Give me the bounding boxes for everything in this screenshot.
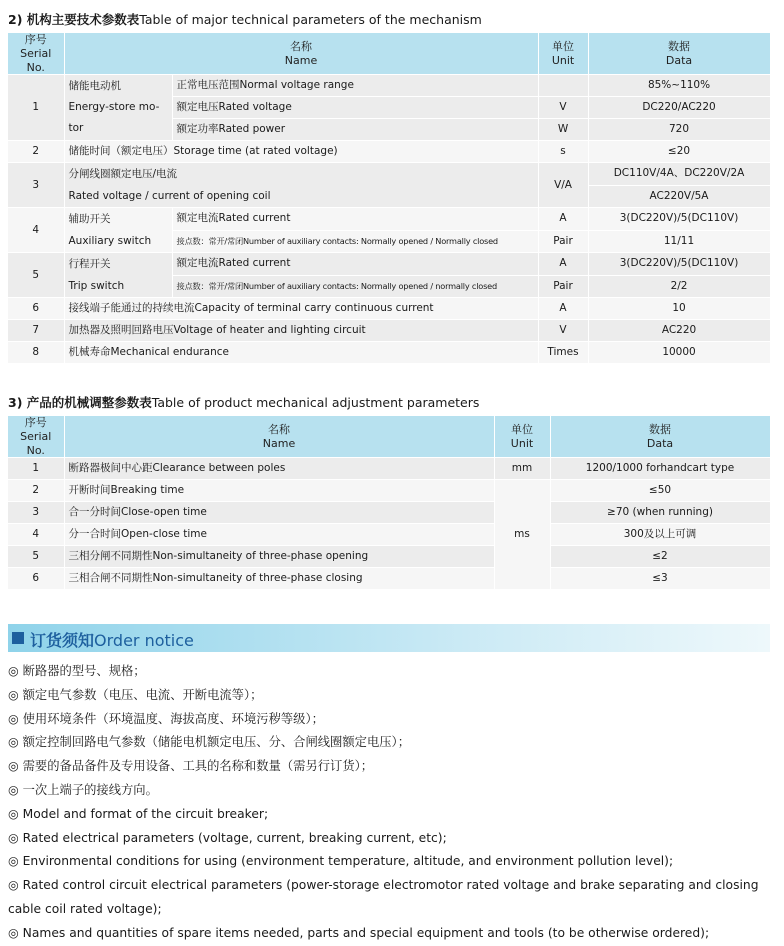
data-cell: 10	[588, 298, 770, 320]
list-item: ◎ 一次上端子的接线方向。	[8, 782, 158, 797]
order-notice-list	[8, 660, 778, 946]
table-row	[8, 480, 770, 502]
unit-cell: A	[538, 208, 588, 231]
header-serial: 序号 Serial No.	[8, 33, 64, 75]
unit-cell	[538, 75, 588, 97]
sub-name-cell: 额定功率Rated power	[172, 119, 538, 141]
name-cell: 三相合闸不同期性Non-simultaneity of three-phase closing	[64, 568, 494, 590]
serial-cell: 4	[8, 208, 64, 253]
name-cell: 分闸线圈额定电压/电流 Rated voltage / current of opening coil	[64, 163, 538, 208]
table-row	[8, 75, 770, 97]
table-row	[8, 320, 770, 342]
unit-cell: Times	[538, 342, 588, 364]
data-cell: 2/2	[588, 275, 770, 298]
item-cell: 行程开关 Trip switch	[64, 253, 172, 298]
serial-cell: 1	[8, 458, 64, 480]
table-row	[8, 141, 770, 163]
sub-name-cell: 额定电流Rated current	[172, 253, 538, 276]
table-row	[8, 208, 770, 231]
header-unit: 单位 Unit	[538, 33, 588, 75]
serial-cell: 5	[8, 546, 64, 568]
serial-cell: 7	[8, 320, 64, 342]
unit-cell: V/A	[538, 163, 588, 208]
table-row	[8, 253, 770, 276]
list-item: ◎ Names and quantities of spare items needed, parts and special equipment and tools (to be otherwise ordered);	[8, 925, 710, 940]
sub-name-cell: 额定电流Rated current	[172, 208, 538, 231]
table-row	[8, 163, 770, 186]
item-cell: 储能电动机 Energy-store mo- tor	[64, 75, 172, 141]
data-cell: 1200/1000 forhandcart type	[550, 458, 770, 480]
table-row	[8, 546, 770, 568]
unit-cell: A	[538, 253, 588, 276]
name-cell: 储能时间（额定电压）Storage time (at rated voltage)	[64, 141, 538, 163]
order-notice-title-cn: 订货须知	[30, 631, 95, 650]
table-row	[8, 568, 770, 590]
section2-title	[8, 393, 479, 411]
list-item: ◎ 额定控制回路电气参数（储能电机额定电压、分、合闸线圈额定电压）；	[8, 735, 410, 750]
table-row	[8, 502, 770, 524]
name-cell: 接线端子能通过的持续电流Capacity of terminal carry continuous current	[64, 298, 538, 320]
unit-cell: A	[538, 298, 588, 320]
name-cell: 机械寿命Mechanical endurance	[64, 342, 538, 364]
order-notice-banner	[8, 624, 770, 652]
square-bullet-icon	[12, 632, 24, 644]
list-item: ◎ Rated control circuit electrical parameters (power-storage electromotor rated voltage and brake separating and closing cable coil rated voltage);	[8, 878, 759, 916]
serial-cell: 4	[8, 524, 64, 546]
name-cell: 三相分闸不同期性Non-simultaneity of three-phase opening	[64, 546, 494, 568]
sub-name-cell: 接点数：常开/常闭Number of auxiliary contacts: Normally opened / Normally closed	[172, 230, 538, 253]
serial-cell: 3	[8, 163, 64, 208]
section2-title-cn: 3) 产品的机械调整参数表	[8, 395, 152, 410]
data-cell: DC110V/4A、DC220V/2A	[588, 163, 770, 186]
order-notice-title	[30, 628, 194, 651]
mechanical-adjustment-table	[8, 416, 771, 590]
unit-cell: W	[538, 119, 588, 141]
data-cell: AC220	[588, 320, 770, 342]
serial-cell: 2	[8, 480, 64, 502]
serial-cell: 5	[8, 253, 64, 298]
list-item: ◎ 使用环境条件（环境温度、海拔高度、环境污秽等级）；	[8, 711, 324, 726]
header-unit: 单位 Unit	[494, 416, 550, 458]
data-cell: ≤3	[550, 568, 770, 590]
data-cell: 85%~110%	[588, 75, 770, 97]
data-cell: 3(DC220V)/5(DC110V)	[588, 253, 770, 276]
data-cell: 11/11	[588, 230, 770, 253]
unit-cell: mm	[494, 458, 550, 480]
table-row	[8, 524, 770, 546]
header-name: 名称 Name	[64, 416, 494, 458]
name-cell: 加热器及照明回路电压Voltage of heater and lighting circuit	[64, 320, 538, 342]
sub-name-cell: 正常电压范围Normal voltage range	[172, 75, 538, 97]
data-cell: DC220/AC220	[588, 97, 770, 119]
unit-cell: V	[538, 97, 588, 119]
list-item: ◎ Environmental conditions for using (environment temperature, altitude, and environment pollution level);	[8, 854, 674, 869]
data-cell: ≤2	[550, 546, 770, 568]
unit-cell: s	[538, 141, 588, 163]
section1-title-cn: 2) 机构主要技术参数表	[8, 12, 140, 27]
table-row	[8, 342, 770, 364]
serial-cell: 1	[8, 75, 64, 141]
data-cell: 3(DC220V)/5(DC110V)	[588, 208, 770, 231]
unit-cell: Pair	[538, 275, 588, 298]
list-item: ◎ 额定电气参数（电压、电流、开断电流等）；	[8, 687, 263, 702]
list-item: ◎ Rated electrical parameters (voltage, current, breaking current, etc);	[8, 830, 447, 845]
table-header-row	[8, 416, 770, 458]
list-item: ◎ Model and format of the circuit breaker;	[8, 806, 269, 821]
order-notice-title-en: Order notice	[94, 631, 194, 650]
serial-cell: 6	[8, 298, 64, 320]
unit-cell: V	[538, 320, 588, 342]
data-cell: 10000	[588, 342, 770, 364]
section2-title-en: Table of product mechanical adjustment parameters	[151, 395, 480, 410]
serial-cell: 3	[8, 502, 64, 524]
data-cell: ≤50	[550, 480, 770, 502]
list-item: ◎ 需要的备品备件及专用设备、工具的名称和数量（需另行订货）；	[8, 759, 374, 774]
header-serial: 序号 Serial No.	[8, 416, 64, 458]
table-row	[8, 298, 770, 320]
unit-cell: ms	[494, 480, 550, 590]
data-cell: AC220V/5A	[588, 185, 770, 208]
section1-title-en: Table of major technical parameters of the mechanism	[139, 12, 482, 27]
list-item: ◎ 断路器的型号、规格；	[8, 664, 146, 678]
header-data: 数据 Data	[588, 33, 770, 75]
sub-name-cell: 额定电压Rated voltage	[172, 97, 538, 119]
name-cell: 断路器极间中心距Clearance between poles	[64, 458, 494, 480]
data-cell: ≥70 (when running)	[550, 502, 770, 524]
header-data: 数据 Data	[550, 416, 770, 458]
name-cell: 开断时间Breaking time	[64, 480, 494, 502]
data-cell: 300及以上可调	[550, 524, 770, 546]
data-cell: 720	[588, 119, 770, 141]
data-cell: ≤20	[588, 141, 770, 163]
name-cell: 分一合时间Open-close time	[64, 524, 494, 546]
sub-name-cell: 接点数：常开/常闭Number of auxiliary contacts: Normally opened / normally closed	[172, 275, 538, 298]
serial-cell: 8	[8, 342, 64, 364]
header-name: 名称 Name	[64, 33, 538, 75]
unit-cell: Pair	[538, 230, 588, 253]
table-header-row	[8, 33, 770, 75]
section1-title	[8, 10, 482, 28]
serial-cell: 2	[8, 141, 64, 163]
serial-cell: 6	[8, 568, 64, 590]
name-cell: 合一分时间Close-open time	[64, 502, 494, 524]
table-row	[8, 458, 770, 480]
technical-parameters-table	[8, 33, 771, 364]
item-cell: 辅助开关 Auxiliary switch	[64, 208, 172, 253]
